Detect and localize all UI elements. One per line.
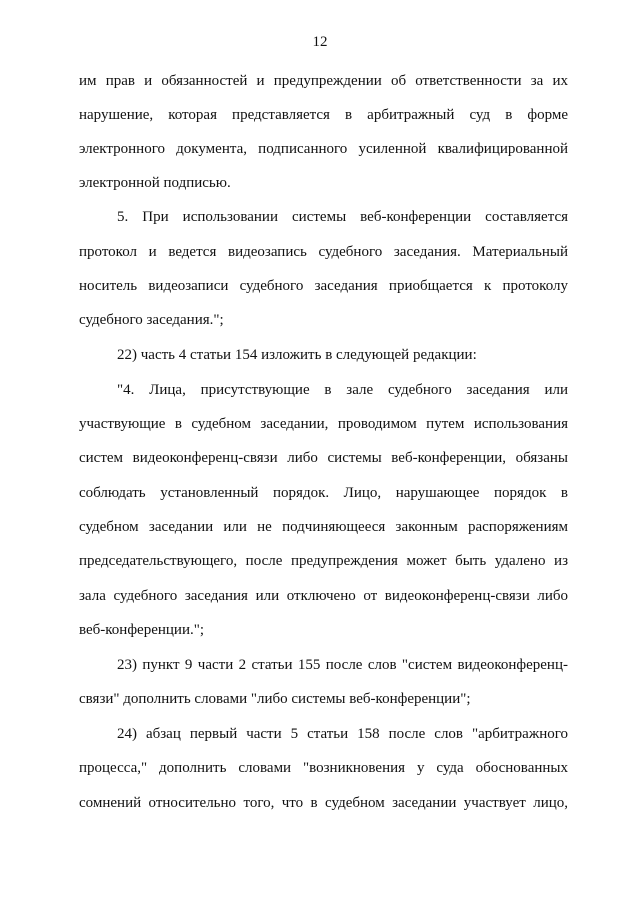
text-line: протокол и ведется видеозапись судебного заседания. Материальный <box>79 244 568 260</box>
text-line: процесса," дополнить словами "возникновения у суда обоснованных <box>79 760 568 776</box>
text-line: сомнений относительно того, что в судебном заседании участвует лицо, <box>79 795 568 811</box>
text-line: 5. При использовании системы веб-конференции составляется <box>117 209 568 225</box>
text-line: нарушение, которая представляется в арбитражный суд в форме <box>79 107 568 123</box>
page-number: 12 <box>312 34 328 50</box>
text-line: соблюдать установленный порядок. Лицо, нарушающее порядок в <box>79 485 568 501</box>
text-line: 22) часть 4 статьи 154 изложить в следующей редакции: <box>117 347 477 363</box>
text-line: участвующие в судебном заседании, проводимом путем использования <box>79 416 568 432</box>
text-line: электронной подписью. <box>79 175 231 191</box>
text-line: зала судебного заседания или отключено от видеоконференц-связи либо <box>79 588 568 604</box>
text-line: электронного документа, подписанного усиленной квалифицированной <box>79 141 568 157</box>
text-line: председательствующего, после предупреждения может быть удалено из <box>79 553 568 569</box>
text-line: 23) пункт 9 части 2 статьи 155 после слов "систем видеоконференц- <box>117 657 568 673</box>
text-line: веб-конференции."; <box>79 622 205 638</box>
text-line: судебном заседании или не подчиняющееся законным распоряжениям <box>79 519 568 535</box>
text-line: им прав и обязанностей и предупреждении об ответственности за их <box>79 73 568 89</box>
text-line: 24) абзац первый части 5 статьи 158 после слов "арбитражного <box>117 726 568 742</box>
text-line: связи" дополнить словами "либо системы веб-конференции"; <box>79 691 471 707</box>
text-line: судебного заседания."; <box>79 312 224 328</box>
text-line: "4. Лица, присутствующие в зале судебного заседания или <box>117 382 568 398</box>
text-line: систем видеоконференц-связи либо системы веб-конференции, обязаны <box>79 450 568 466</box>
text-line: носитель видеозаписи судебного заседания приобщается к протоколу <box>79 278 568 294</box>
